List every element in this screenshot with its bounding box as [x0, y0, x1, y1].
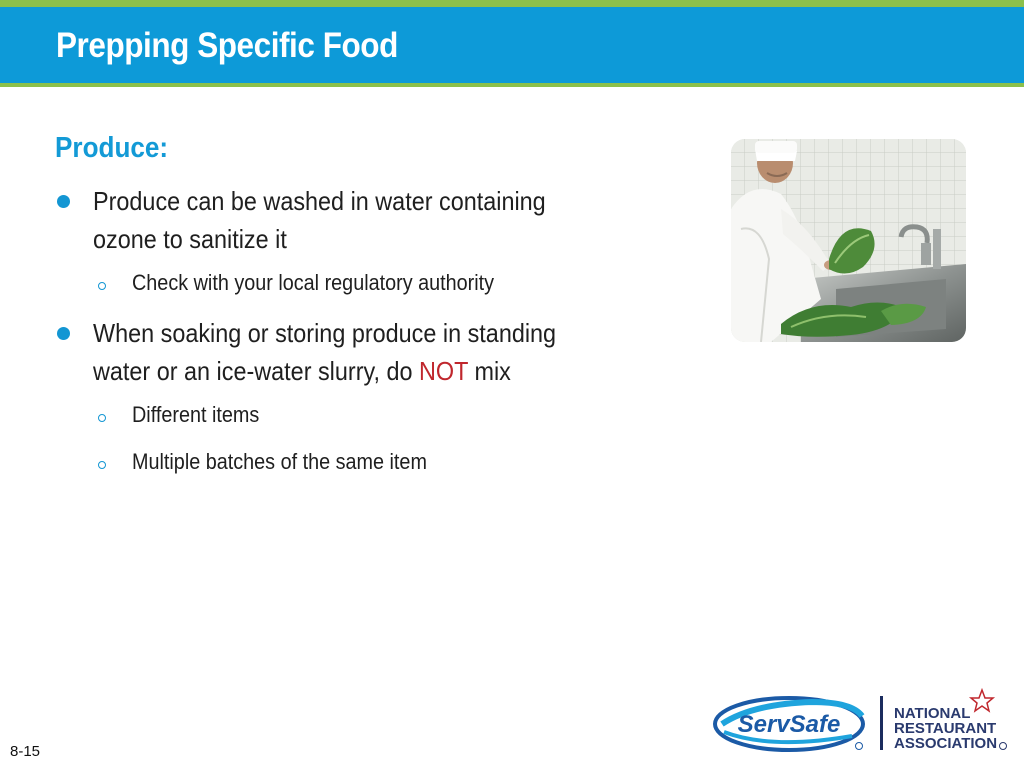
sub-bullet-text: Check with your local regulatory authority	[132, 270, 495, 295]
sub-bullet-ring-icon	[98, 414, 106, 422]
bullet-item	[55, 314, 655, 390]
sub-bullet-item	[55, 400, 655, 430]
section-heading: Produce:	[55, 132, 169, 164]
nra-line3: ASSOCIATION	[894, 735, 998, 752]
sub-bullet-item	[55, 447, 655, 477]
page-number: 8-15	[10, 743, 41, 760]
sub-bullet-text: Multiple batches of the same item	[132, 449, 427, 474]
slide-title: Prepping Specific Food	[56, 26, 398, 65]
top-accent-stripe	[0, 0, 1024, 7]
nra-line2: RESTAURANT	[894, 720, 997, 737]
title-accent-stripe	[0, 83, 1024, 87]
content-area	[55, 132, 655, 477]
emphasis-text: NOT	[418, 356, 468, 386]
sub-bullet-item	[55, 268, 655, 298]
sub-bullet-ring-icon	[98, 282, 106, 290]
sub-bullet-text: Different items	[132, 402, 260, 427]
bullet-text-before: When soaking or storing produce in standing water or an ice-water slurry, do	[93, 318, 557, 386]
servsafe-wordmark: ServSafe	[737, 711, 841, 738]
nra-line1: NATIONAL	[894, 705, 971, 722]
bullet-item	[55, 182, 655, 258]
bullet-text	[93, 314, 597, 390]
servsafe-logo	[712, 686, 1012, 758]
star-icon	[971, 690, 993, 711]
bullet-dot-icon	[57, 195, 70, 208]
chef-washing-produce-photo	[731, 139, 966, 342]
sub-bullet-ring-icon	[98, 461, 106, 469]
bullet-text: Produce can be washed in water containing ozone to sanitize it	[93, 186, 546, 254]
logo-area	[712, 686, 1012, 758]
bullet-dot-icon	[57, 327, 70, 340]
bullet-text-after: mix	[467, 356, 511, 386]
